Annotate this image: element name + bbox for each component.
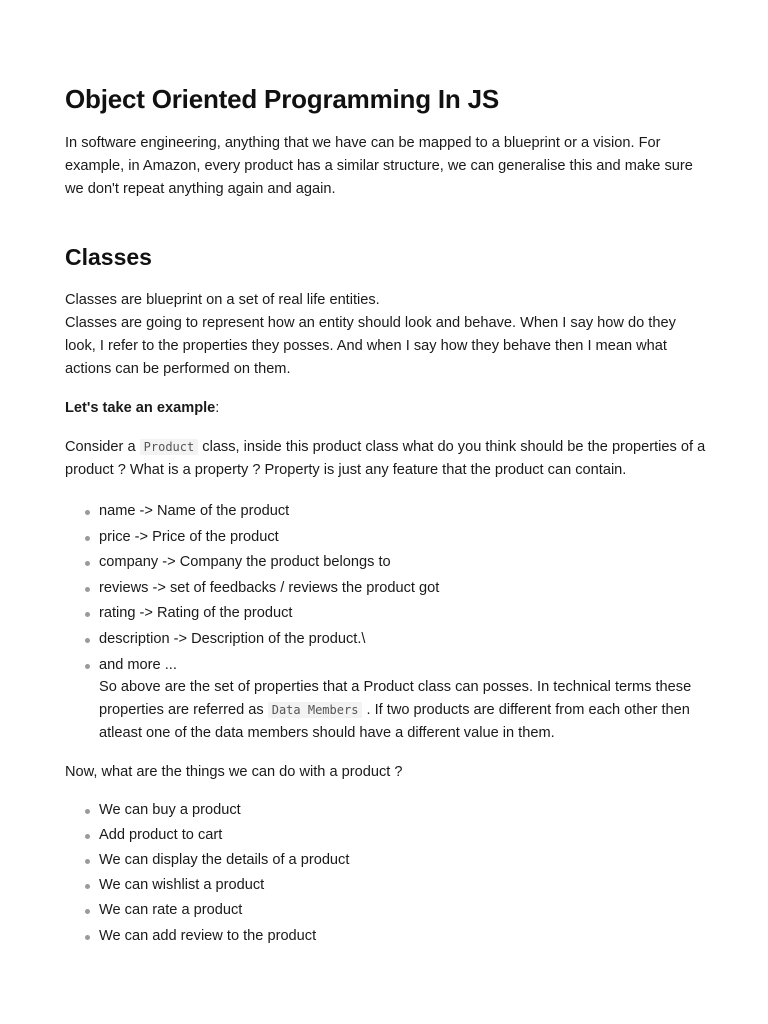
bullet-icon	[85, 612, 90, 617]
actions-lead: Now, what are the things we can do with a product ?	[65, 763, 403, 780]
example-bold-text: Let's take an example	[65, 400, 216, 416]
data-members-text-after: . If two products are different from each other then atleast one of the data members should have a different value in them.	[99, 701, 690, 741]
list-item-text: We can display the details of a product	[99, 851, 350, 868]
list-item-text: We can rate a product	[99, 902, 243, 919]
document-page	[65, 82, 710, 951]
list-item	[65, 527, 710, 548]
bullet-icon	[85, 587, 90, 592]
bullet-icon	[85, 510, 90, 515]
actions-list	[65, 800, 710, 947]
classes-heading: Classes	[65, 244, 152, 270]
bullet-icon	[85, 834, 90, 839]
data-members-code: Data Members	[268, 702, 363, 718]
list-item	[65, 655, 710, 745]
list-item-text: Add product to cart	[99, 826, 223, 843]
classes-line-2: Classes are going to represent how an entity should look and behave. When I say how do they look, I refer to the properties they posses. And when I say how they behave then I mean what actions can be performed on them.	[65, 315, 676, 377]
data-members-text-before: So above are the set of properties that a Product class can posses. In technical terms these properties are referred as	[99, 678, 692, 718]
list-item-text: name -> Name of the product	[99, 503, 290, 519]
list-item-text: We can add review to the product	[99, 927, 317, 944]
list-item	[65, 850, 710, 871]
list-item	[65, 501, 710, 522]
bullet-icon	[85, 536, 90, 541]
list-item-text: rating -> Rating of the product	[99, 605, 293, 622]
page-title: Object Oriented Programming In JS	[65, 84, 500, 114]
properties-list	[65, 501, 710, 745]
bullet-icon	[85, 638, 90, 643]
list-item	[65, 926, 710, 947]
bullet-icon	[85, 561, 90, 566]
list-item	[65, 629, 710, 650]
consider-paragraph	[65, 436, 710, 482]
data-members-paragraph	[99, 676, 710, 745]
list-item-text: description -> Description of the product.\	[99, 630, 366, 647]
example-lead	[65, 397, 710, 420]
list-item	[65, 900, 710, 921]
list-item-text: We can buy a product	[99, 801, 241, 818]
list-item	[65, 578, 710, 599]
list-item	[65, 552, 710, 573]
product-code: Product	[140, 439, 199, 455]
bullet-icon	[85, 884, 90, 889]
list-item-text: reviews -> set of feedbacks / reviews the product got	[99, 579, 440, 596]
bullet-icon	[85, 809, 90, 814]
list-item	[65, 875, 710, 896]
intro-paragraph: In software engineering, anything that we have can be mapped to a blueprint or a vision. For example, in Amazon, every product has a similar structure, we can generalise this and make sure we don't repeat anything again and again.	[65, 135, 693, 197]
list-item	[65, 800, 710, 821]
list-item-text: price -> Price of the product	[99, 528, 279, 545]
consider-text-after: class, inside this product class what do you think should be the properties of a product ? What is a property ? Property is just any feature that the product can contain.	[65, 439, 706, 478]
list-item-text: company -> Company the product belongs to	[99, 554, 391, 571]
classes-definition	[65, 289, 710, 381]
bullet-icon	[85, 909, 90, 914]
list-item	[65, 603, 710, 624]
classes-line-1: Classes are blueprint on a set of real life entities.	[65, 292, 380, 308]
bullet-icon	[85, 859, 90, 864]
example-colon: :	[215, 400, 220, 416]
bullet-icon	[85, 935, 90, 940]
list-item-text: and more ...	[99, 656, 177, 673]
list-item-text: We can wishlist a product	[99, 877, 265, 894]
bullet-icon	[85, 664, 90, 669]
list-item	[65, 825, 710, 846]
consider-text-before: Consider a	[65, 439, 140, 455]
